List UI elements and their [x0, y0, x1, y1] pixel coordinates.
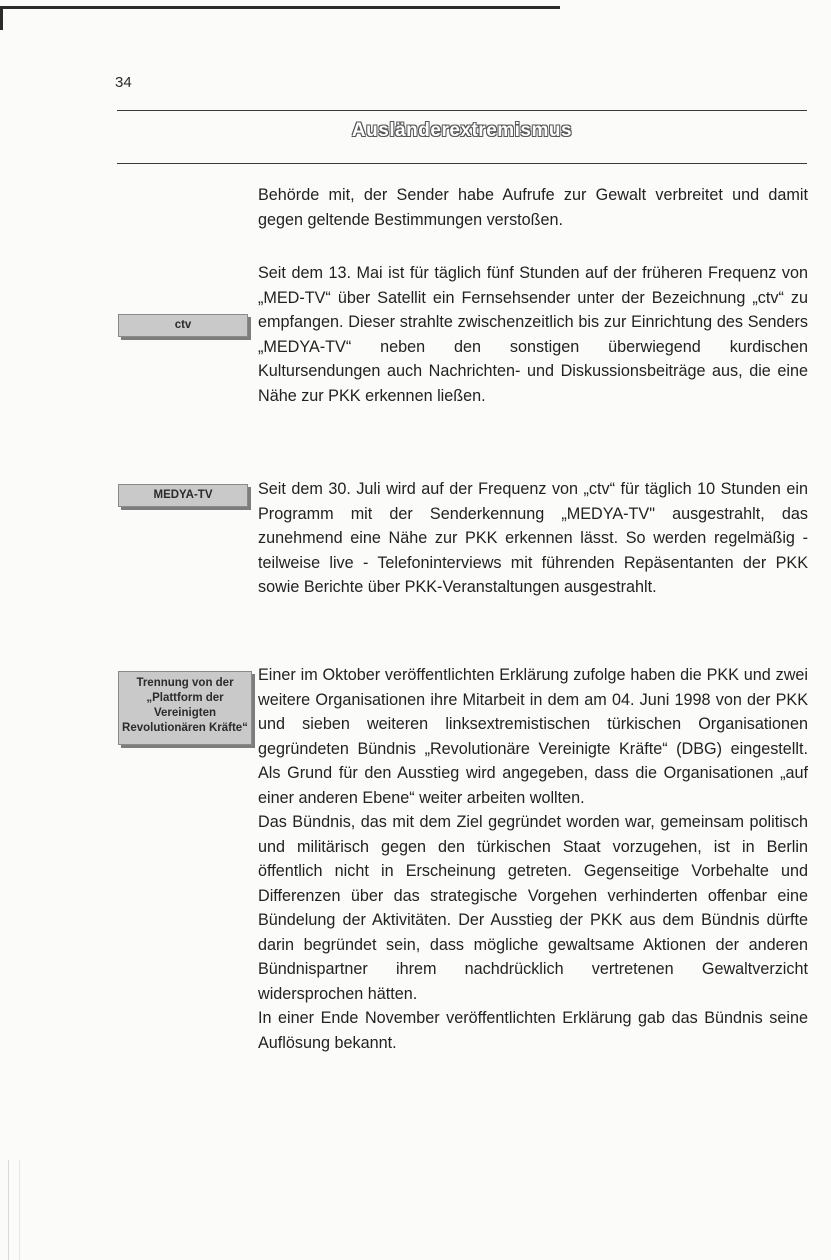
running-head: Ausländerextremismus: [351, 120, 573, 141]
paragraph-1: [258, 183, 808, 232]
margin-note-trennung: Trennung von der „Plattform der Vereinigten Revolutionären Kräfte“: [118, 671, 252, 745]
binding-gutter: [8, 1160, 20, 1260]
paragraph-2: [258, 261, 808, 408]
header-rule-bottom: [117, 163, 807, 164]
margin-note-medya-tv: MEDYA-TV: [118, 484, 248, 507]
paragraph-group: [258, 663, 808, 1055]
paragraph-text: In einer Ende November veröffentlichten Erklärung gab das Bündnis seine Auflösung bekannt.: [258, 1009, 808, 1052]
paragraph-text: Seit dem 13. Mai ist für täglich fünf Stunden auf der früheren Frequenz von „MED-TV“ über Satellit ein Fernsehsender unter der Bezeichnung „ctv“ zu empfangen. Dieser strahlte zwischenzeitlich bis zur Einrichtung des Senders „MEDYA-TV“ neben den sonstigen überwiegend kurdischen Kultursendungen auch Nachrichten- und Diskussionsbeiträge aus, die eine Nähe zur PKK erkennen ließen.: [258, 264, 808, 405]
header-rule-top: [117, 110, 807, 111]
scan-edge-left: [0, 6, 3, 30]
page-number: 34: [115, 74, 132, 91]
paragraph-text: Das Bündnis, das mit dem Ziel gegründet worden war, gemeinsam politisch und militärisch gegen den türkischen Staat vorzugehen, ist in Berlin öffentlich nicht in Erscheinung getreten. Gegenseitige Vorbehalte und Differenzen über das strategische Vorgehen verhinderten offenbar eine Bündelung der Aktivitäten. Der Ausstieg der PKK aus dem Bündnis dürfte darin begründet sein, dass mögliche gewaltsame Aktionen der anderen Bündnispartner ihrem nachdrücklich vertretenen Gewaltverzicht widersprochen hätten.: [258, 813, 808, 1003]
paragraph-text: Seit dem 30. Juli wird auf der Frequenz von „ctv“ für täglich 10 Stunden ein Programm mit der Senderkennung „MEDYA-TV" ausgestrahlt, das zunehmend eine Nähe zur PKK erkennen lässt. So werden regelmäßig - teilweise live - Telefoninterviews mit führenden Repäsentanten der PKK sowie Berichte über PKK-Veranstaltungen ausgestrahlt.: [258, 480, 808, 596]
margin-note-ctv: ctv: [118, 314, 248, 337]
paragraph-3: [258, 477, 808, 600]
paragraph-text: Einer im Oktober veröffentlichten Erklärung zufolge haben die PKK und zwei weitere Organisationen ihre Mitarbeit in dem am 04. Juni 1998 von der PKK und sieben weiteren linksextremistischen türkischen Organisationen gegründeten Bündnis „Revolutionäre Vereinigte Kräfte“ (DBG) eingestellt. Als Grund für den Ausstieg wird angegeben, dass die Organisationen „auf einer anderen Ebene“ weiter arbeiten wollten.: [258, 666, 808, 807]
scan-edge-top: [0, 6, 560, 9]
paragraph-text: Behörde mit, der Sender habe Aufrufe zur Gewalt verbreitet und damit gegen geltende Bestimmungen verstoßen.: [258, 186, 808, 229]
